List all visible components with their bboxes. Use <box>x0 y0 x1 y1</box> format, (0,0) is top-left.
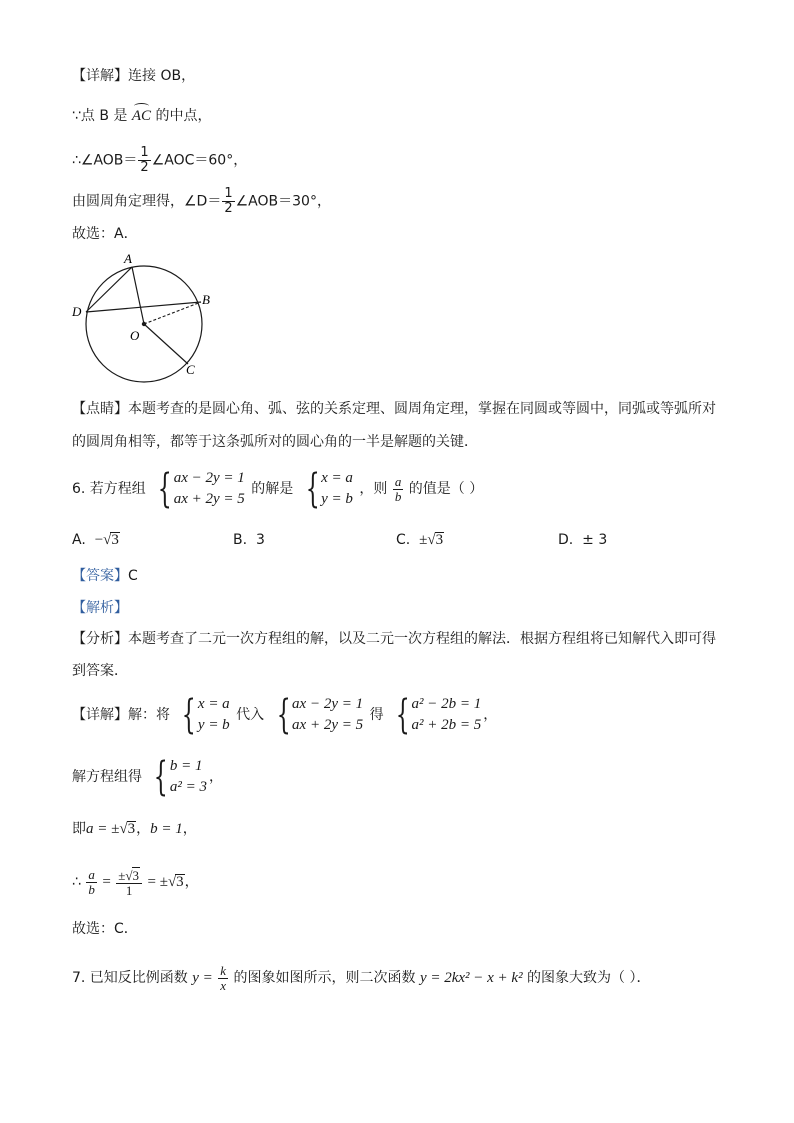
tip-line-2: 的圆周角相等，都等于这条弧所对的圆心角的一半是解题的关键． <box>72 434 478 450</box>
answer-tag: 【答案】 <box>72 568 128 584</box>
equation-system-given: { ax − 2y = 1 ax + 2y = 5 <box>157 466 245 512</box>
chord-da <box>86 267 132 312</box>
circle-geometry-figure <box>66 250 226 390</box>
answer-value: C <box>128 568 138 584</box>
label-d: D <box>72 304 82 319</box>
option-b[interactable]: B. 3 <box>233 532 265 548</box>
question-7-stem: 7. 已知反比例函数 y = $\frac{k}{x}$ 的图象如图所示，则二次函数 y = 2kx² − x + k² 的图象大致为（ ）． <box>72 962 651 993</box>
question-6-stem: 6. 若方程组 { ax − 2y = 1 ax + 2y = 5 的解是 { x = a y = b ，则 $\frac{a}{b}$ 的值是（ ） <box>72 466 484 512</box>
equation-system-substituted: { a² − 2b = 1 a² + 2b = 5 <box>395 692 482 738</box>
analysis-tag-line <box>72 598 128 618</box>
arc-ac-label: AC <box>131 108 152 124</box>
detail-line-aob: ∴∠AOB＝ $\frac{1}{2}$ ∠AOC＝60°， <box>72 145 248 175</box>
label-a: A <box>124 251 132 266</box>
segment-oc <box>144 324 188 364</box>
solve-line: 解方程组得 { b = 1 a² = 3 ， <box>72 754 224 800</box>
detail-line-midpoint: ∵点 B 是 AC 的中点， <box>72 108 212 124</box>
chord-db <box>86 302 201 312</box>
segment-ob-dashed <box>144 302 201 324</box>
quadratic-function: y = 2kx² − x + k² <box>419 970 523 986</box>
option-d[interactable]: D. ± 3 <box>558 532 608 548</box>
detail-line-choose-a: 故选：A． <box>72 226 138 242</box>
equation-system-original: { ax − 2y = 1 ax + 2y = 5 <box>276 692 364 738</box>
analysis-line-1: 【分析】本题考查了二元一次方程组的解，以及二元一次方程组的解法．根据方程组将已知解代入即可得 <box>72 631 716 647</box>
fraction-pm-root3-over-1: $\frac{\pm√3}{1}$ <box>116 867 142 898</box>
label-b: B <box>202 292 210 307</box>
choose-c-line: 故选：C． <box>72 921 138 937</box>
option-c[interactable]: C. ±√3 <box>396 532 444 548</box>
answer-line <box>72 566 138 586</box>
analysis-tag: 【解析】 <box>72 600 128 616</box>
segment-ao <box>132 267 144 324</box>
fraction-a-over-b: $\frac{a}{b}$ <box>88 866 95 897</box>
option-a[interactable]: A. −√3 <box>72 532 119 548</box>
label-c: C <box>186 362 195 377</box>
label-o: O <box>130 328 140 343</box>
fraction-a-over-b: $\frac{a}{b}$ <box>394 473 402 504</box>
center-point-o <box>142 322 146 326</box>
fraction-half: $\frac{1}{2}$ <box>224 186 233 216</box>
detail-substitute-line: 【详解】解：将 { x = a y = b 代入 { ax − 2y = 1 ax + 2y = 5 得 { a² − 2b = 1 a² + 2b = 5 ， <box>72 692 498 738</box>
equation-system-solved: { b = 1 a² = 3 <box>154 754 208 800</box>
tip-line-1: 【点睛】本题考查的是圆心角、弧、弦的关系定理、圆周角定理，掌握在同圆或等圆中，同弧或等弧所对 <box>72 401 716 417</box>
detail-line-connect-ob: 【详解】连接 OB， <box>72 68 196 84</box>
result-line: ∴ $\frac{a}{b}$ = $\frac{\pm√3}{1}$ = ±√3， <box>72 866 199 898</box>
fraction-half: $\frac{1}{2}$ <box>140 145 149 175</box>
analysis-line-2: 到答案． <box>72 663 128 679</box>
equation-system-solution: { x = a y = b <box>305 466 353 512</box>
ie-line: 即a = ±√3，b = 1， <box>72 821 197 837</box>
equation-system-xa-yb: { x = a y = b <box>182 692 230 738</box>
detail-line-inscribed-angle: 由圆周角定理得，∠D＝ $\frac{1}{2}$ ∠AOB＝30°， <box>72 186 331 216</box>
fraction-k-over-x: $\frac{k}{x}$ <box>220 962 227 993</box>
